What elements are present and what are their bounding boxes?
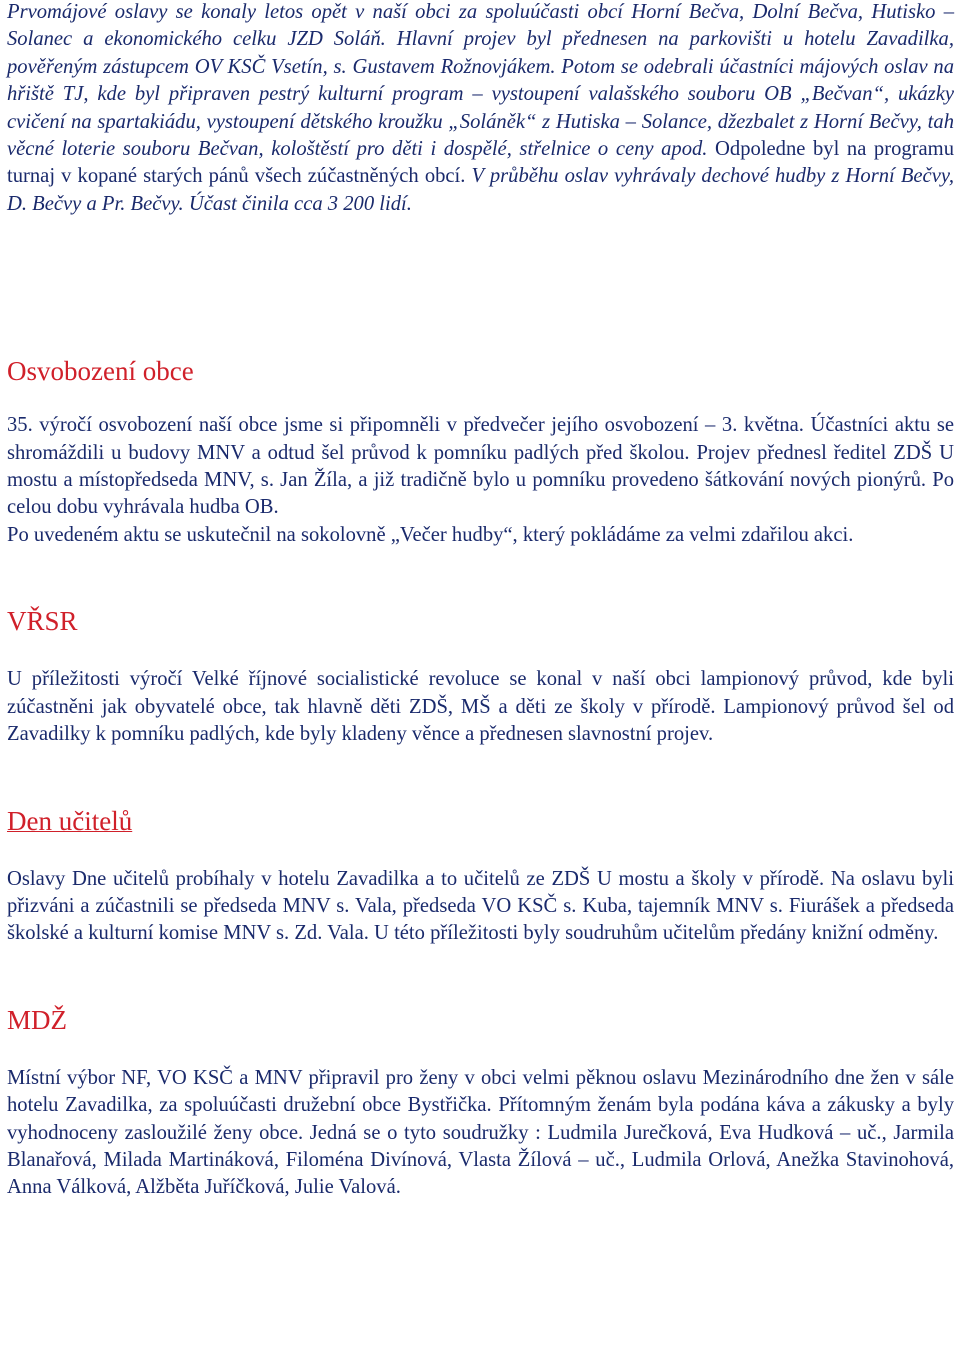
heading-den-ucitelu: Den učitelů bbox=[7, 805, 133, 836]
heading-mdz: MDŽ bbox=[7, 1004, 67, 1035]
intro-text-3: V průběhu oslav vyhrávaly dechové hudby z Horní Bečvy, D. Bečvy a Pr. Bečvy. bbox=[7, 165, 954, 215]
heading-vrsr: VŘSR bbox=[7, 606, 78, 637]
vrsr-paragraph: U příležitosti výročí Velké říjnové socialistické revoluce se konal v naší obci lampionový průvod, kde byli zúčastněni jak obyvatelé obce, tak hlavně děti ZDŠ, MŠ a děti ze školy v přírodě. Lampionový průvod šel od Zavadilky k pomníku padlých, kde byly kladeny věnce a přednesen slavnostní projev. bbox=[7, 668, 954, 746]
mdz-paragraph: Místní výbor NF, VO KSČ a MNV připravil pro ženy v obci velmi pěknou oslavu Mezinárodního dne žen v sále hotelu Zavadilka, za spoluúčasti družební obce Bystřička. Přítomným ženám byla podána káva a zákusky a byly vyhodnoceny zasloužilé ženy obce. Jedná se o tyto soudružky : Ludmila Jurečková, Eva Hudková – uč., Jarmila Blanařová, Milada Martináková, Filoména Divínová, Vlasta Žílová – uč., Ludmila Orlová, Anežka Stavinohová, Anna Válková, Alžběta Juříčková, Julie Valová. bbox=[7, 1066, 954, 1199]
intro-text-4: Účast činila cca 3 200 lidí. bbox=[183, 192, 412, 215]
osvobozeni-paragraph-1: 35. výročí osvobození naší obce jsme si připomněli v předvečer jejího osvobození – 3. května. Účastníci aktu se shromáždili u budovy MNV a odtud šel průvod k pomníku padlých před školou. Projev přednesl ředitel ZDŠ U mostu a místopředseda MNV, s. Jan Žíla, a již tradičně bylo u pomníku provedeno šátkování nových pionýrů. Po celou dobu vyhrávala hudba OB. bbox=[7, 414, 954, 519]
osvobozeni-paragraph-2: Po uvedeném aktu se uskutečnil na sokolovně „Večer hudby“, který pokládáme za velmi zdařilou akci. bbox=[7, 523, 854, 546]
intro-text-2: Odpoledne byl na programu turnaj v kopané starých pánů všech zúčastněných obcí. bbox=[7, 138, 954, 188]
intro-paragraph bbox=[7, 0, 954, 218]
heading-osvobozeni: Osvobození obce bbox=[7, 356, 194, 387]
den-ucitelu-paragraph: Oslavy Dne učitelů probíhaly v hotelu Zavadilka a to učitelů ze ZDŠ U mostu a školy v přírodě. Na oslavu byli přizváni a zúčastnili se předseda MNV s. Vala, předseda VO KSČ s. Kuba, tajemník MNV s. Fiurášek a předseda školské a kulturní komise MNV s. Zd. Vala. U této příležitosti byly soudruhům učitelům předány knižní odměny. bbox=[7, 867, 954, 945]
intro-text-1: Prvomájové oslavy se konaly letos opět v naší obci za spoluúčasti obcí Horní Bečva, Dolní Bečva, Hutisko – Solanec a ekonomického celku JZD Soláň. Hlavní projev byl přednesen na parkovišti u hotelu Zavadilka, pověřeným zástupcem OV KSČ Vsetín, s. Gustavem Rožnovjákem. Potom se odebrali účastníci májových oslav na hřiště TJ, kde byl připraven pestrý kulturní program – vystoupení valašského souboru OB „Bečvan“, ukázky cvičení na spartakiádu, vystoupení dětského kroužku „Soláněk“ z Hutiska – Solance, džezbalet z Horní Bečvy, tah věcné loterie souboru Bečvan, kološtěstí pro děti i dospělé, střelnice o ceny apod. bbox=[7, 1, 954, 161]
